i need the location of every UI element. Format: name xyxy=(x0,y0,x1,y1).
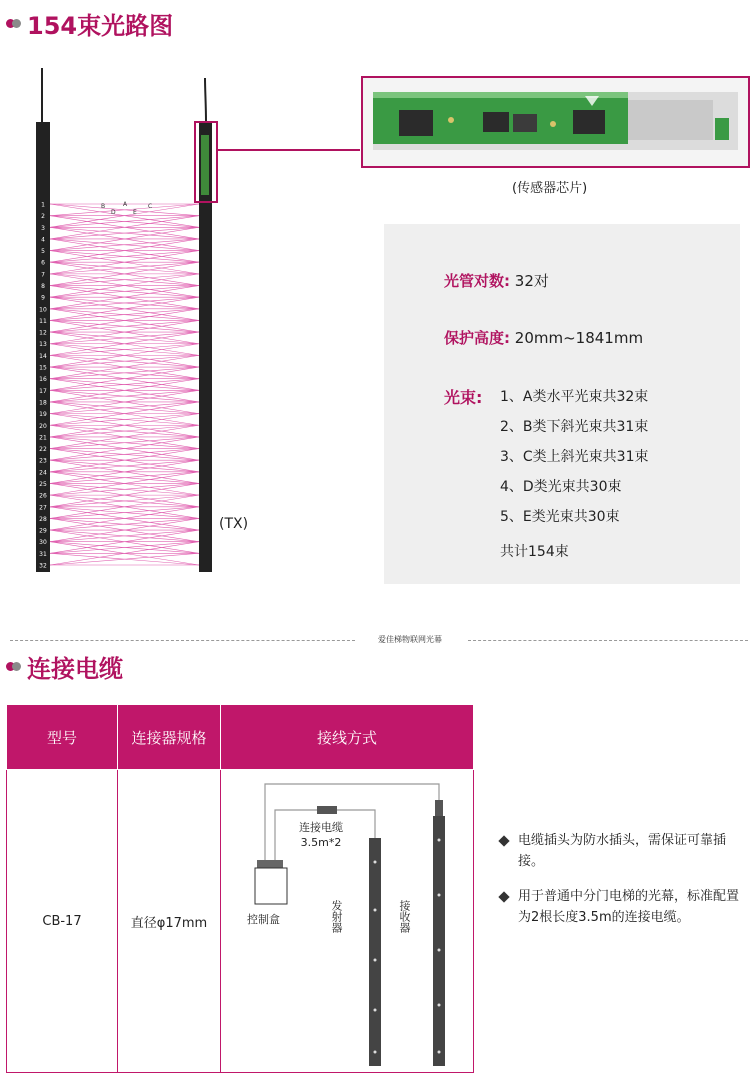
transmitter-bar xyxy=(369,838,381,1066)
note-item xyxy=(498,886,746,928)
header-connector: 连接器规格 xyxy=(118,705,221,770)
beam-number: 6 xyxy=(41,259,45,267)
sensor-chip-image xyxy=(361,76,750,168)
height-value: 20mm~1841mm xyxy=(514,329,644,347)
note-text: 用于普通中分门电梯的光幕，标准配置为2根长度3.5m的连接电缆。 xyxy=(518,889,740,925)
beam-number: 5 xyxy=(41,248,45,256)
diamond-bullet-icon xyxy=(498,835,509,846)
beam-number: 26 xyxy=(39,492,47,500)
table-header-row xyxy=(7,705,474,770)
cable-table xyxy=(6,704,474,1073)
beam-number: 14 xyxy=(39,352,47,360)
beam-item: 5、E类光束共30束 xyxy=(500,509,620,525)
control-box-label: 控制盒 xyxy=(247,913,280,926)
beam-number: 22 xyxy=(39,446,47,454)
beam-number: 10 xyxy=(39,306,47,314)
beam-number: 7 xyxy=(41,271,45,279)
beam-item: 3、C类上斜光束共31束 xyxy=(500,449,649,465)
bullet-dot-icon xyxy=(12,662,21,671)
header-wiring: 接线方式 xyxy=(221,705,474,770)
beam-letter: B xyxy=(101,203,106,210)
pairs-value: 32对 xyxy=(514,272,549,290)
section-title-light-path xyxy=(6,6,173,41)
beam-total: 共计154束 xyxy=(500,544,569,560)
cell-model: CB-17 xyxy=(7,770,118,1073)
beam-number: 24 xyxy=(39,469,47,477)
height-label: 保护高度: xyxy=(444,329,510,347)
bullet-dot-icon xyxy=(12,19,21,28)
beam-item: 4、D类光束共30束 xyxy=(500,479,622,495)
cable-label xyxy=(299,820,343,850)
beam-number: 13 xyxy=(39,341,47,349)
cable-label-line2: 3.5m*2 xyxy=(300,836,342,849)
beam-number: 12 xyxy=(39,329,47,337)
divider-right xyxy=(468,640,748,641)
notes-list xyxy=(498,830,746,928)
section-title-text: 154束光路图 xyxy=(27,12,174,40)
beam-number: 29 xyxy=(39,527,47,535)
chip-caption: (传感器芯片) xyxy=(512,181,588,196)
height-line xyxy=(444,327,643,348)
beam-number: 8 xyxy=(41,283,45,291)
receiver-bar xyxy=(433,816,445,1066)
header-model: 型号 xyxy=(7,705,118,770)
beam-number: 16 xyxy=(39,376,47,384)
beam-number: 20 xyxy=(39,422,47,430)
beam-letter: E xyxy=(133,209,137,216)
beams-label: 光束: xyxy=(444,388,483,407)
beam-number: 18 xyxy=(39,399,47,407)
beams-label-wrap xyxy=(444,385,482,408)
beam-item: 1、A类水平光束共32束 xyxy=(500,389,649,405)
cable-label-line1: 连接电缆 xyxy=(299,821,343,834)
beam-number: 21 xyxy=(39,434,47,442)
divider-left xyxy=(10,640,355,641)
beam-item: 2、B类下斜光束共31束 xyxy=(500,419,649,435)
receiver-label: 接收器 xyxy=(398,900,411,933)
beam-number: 2 xyxy=(41,213,45,221)
beam-letter: D xyxy=(111,209,116,216)
beam-number: 31 xyxy=(39,550,47,558)
beam-number: 19 xyxy=(39,411,47,419)
light-path-diagram xyxy=(0,60,360,580)
note-text: 电缆插头为防水插头，需保证可靠插接。 xyxy=(518,833,727,869)
beam-letter: C xyxy=(148,203,153,210)
beam-number: 25 xyxy=(39,480,47,488)
beam-number: 23 xyxy=(39,457,47,465)
divider-text: 爱佳梯物联网光幕 xyxy=(378,635,442,644)
beam-number: 1 xyxy=(41,201,45,209)
beam-number: 11 xyxy=(39,317,47,325)
beam-number: 32 xyxy=(39,562,47,570)
table-row xyxy=(7,770,474,1073)
beam-letter: A xyxy=(123,201,128,208)
beam-number: 17 xyxy=(39,387,47,395)
beam-number: 15 xyxy=(39,364,47,372)
tx-label: (TX) xyxy=(219,516,249,532)
beam-number: 9 xyxy=(41,294,45,302)
transmitter-label: 发射器 xyxy=(330,900,343,933)
cell-wiring xyxy=(221,770,474,1073)
beam-number: 4 xyxy=(41,236,45,244)
beam-number: 28 xyxy=(39,515,47,523)
beam-number: 3 xyxy=(41,224,45,232)
beam-number: 27 xyxy=(39,504,47,512)
diamond-bullet-icon xyxy=(498,891,509,902)
pairs-line xyxy=(444,270,549,291)
beam-number: 30 xyxy=(39,539,47,547)
pairs-label: 光管对数: xyxy=(444,272,510,290)
note-item xyxy=(498,830,746,872)
beam-lines xyxy=(50,204,199,565)
section-title-cable xyxy=(6,649,123,684)
cell-connector: 直径φ17mm xyxy=(118,770,221,1073)
section-title-text: 连接电缆 xyxy=(27,655,123,683)
